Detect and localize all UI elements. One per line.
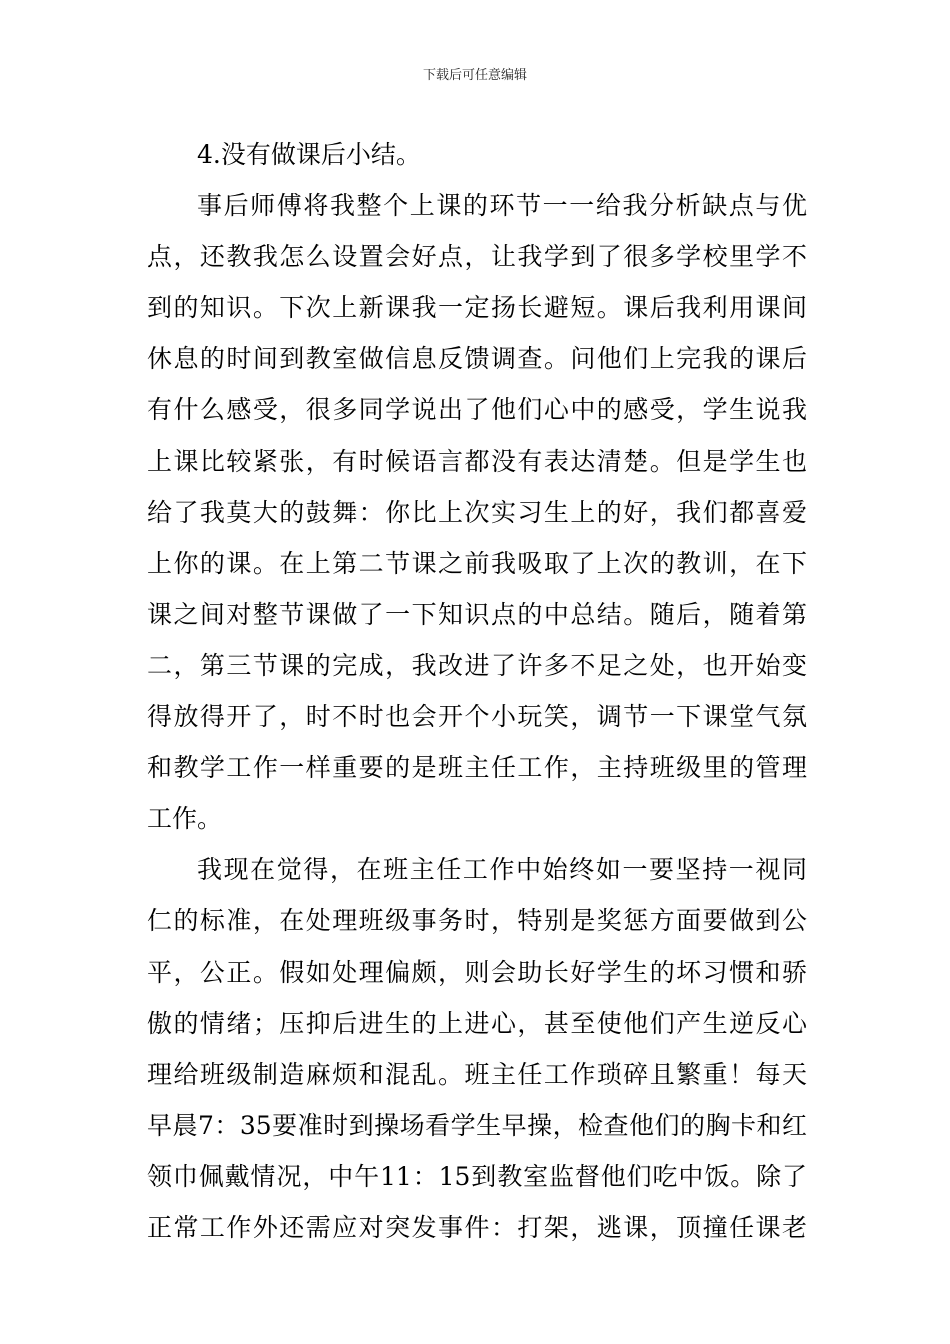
paragraph-3-line-4: 傲的情绪；压抑后进生的上进心，甚至使他们产生逆反心 [147,1008,807,1038]
paragraph-3-line-5: 理给班级制造麻烦和混乱。班主任工作琐碎且繁重！每天 [147,1059,807,1089]
paragraph-2-line-5: 有什么感受，很多同学说出了他们心中的感受，学生说我 [147,395,807,425]
paragraph-3-line-2: 仁的标准，在处理班级事务时，特别是奖惩方面要做到公 [147,906,807,936]
paragraph-2-line-9: 课之间对整节课做了一下知识点的中总结。随后，随着第 [147,599,807,629]
paragraph-2-line-10: 二，第三节课的完成，我改进了许多不足之处，也开始变 [147,650,807,680]
paragraph-2-line-11: 得放得开了，时不时也会开个小玩笑，调节一下课堂气氛 [147,702,807,732]
paragraph-2-line-6: 上课比较紧张，有时候语言都没有表达清楚。但是学生也 [147,446,807,476]
paragraph-2-line-2: 点，还教我怎么设置会好点，让我学到了很多学校里学不 [147,242,807,272]
paragraph-1-line-1: 4.没有做课后小结。 [197,140,421,169]
paragraph-2-line-8: 上你的课。在上第二节课之前我吸取了上次的教训，在下 [147,548,807,578]
paragraph-2-line-1: 事后师傅将我整个上课的环节一一给我分析缺点与优 [197,191,807,221]
paragraph-2-line-13: 工作。 [147,804,223,834]
paragraph-3-line-1: 我现在觉得，在班主任工作中始终如一要坚持一视同 [197,855,807,885]
paragraph-2-line-7: 给了我莫大的鼓舞：你比上次实习生上的好，我们都喜爱 [147,497,807,527]
paragraph-3-line-6: 早晨7：35要准时到操场看学生早操，检查他们的胸卡和红 [147,1110,807,1140]
page-header: 下载后可任意编辑 [422,68,527,83]
paragraph-2-line-12: 和教学工作一样重要的是班主任工作，主持班级里的管理 [147,753,807,783]
paragraph-3-line-8: 正常工作外还需应对突发事件：打架，逃课，顶撞任课老 [147,1212,807,1242]
paragraph-2-line-4: 休息的时间到教室做信息反馈调查。问他们上完我的课后 [147,344,807,374]
paragraph-3-line-3: 平，公正。假如处理偏颇，则会助长好学生的坏习惯和骄 [147,957,807,987]
paragraph-2-line-3: 到的知识。下次上新课我一定扬长避短。课后我利用课间 [147,293,807,323]
body-text [147,129,807,1253]
paragraph-3-line-7: 领巾佩戴情况，中午11：15到教室监督他们吃中饭。除了 [147,1161,807,1191]
